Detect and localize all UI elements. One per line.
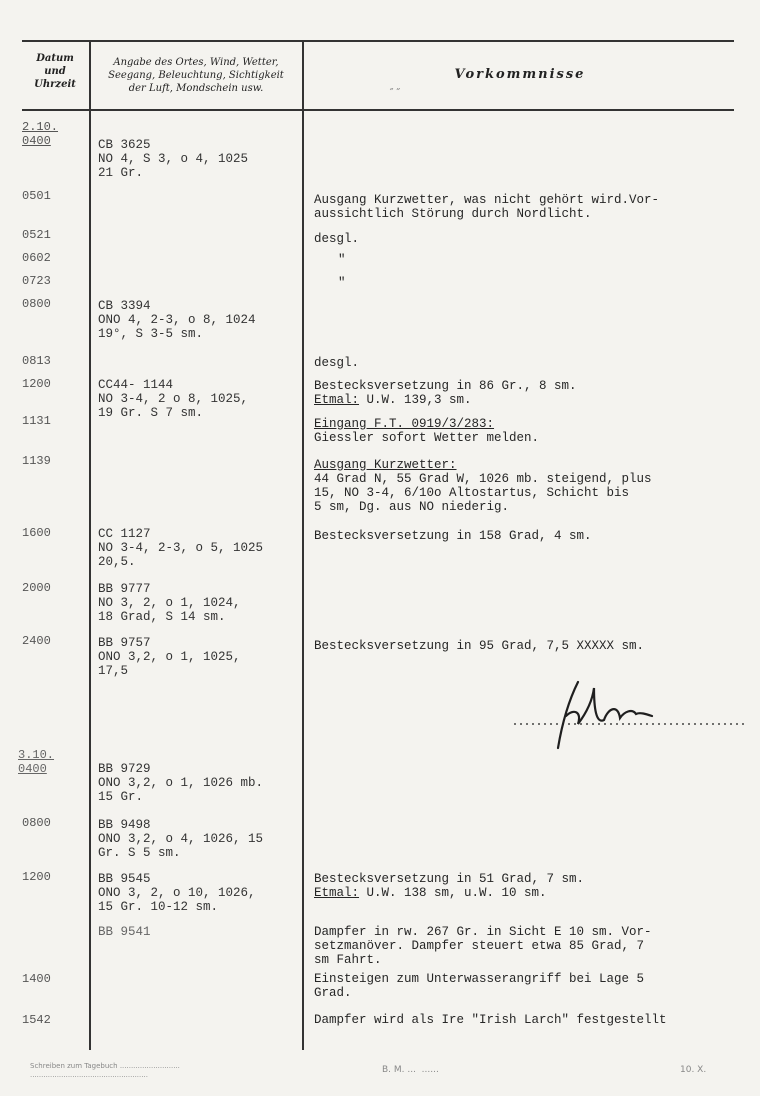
footer-right: 10. X.: [680, 1065, 707, 1075]
entry-location: CC 1127 NO 3-4, 2-3, o 5, 1025 20,5.: [98, 527, 264, 569]
entry-event: desgl.: [314, 356, 360, 370]
entry-time: 1542: [22, 1013, 51, 1027]
entry-event-label: Ausgang Kurzwetter:: [314, 458, 457, 472]
entry-event: Dampfer in rw. 267 Gr. in Sicht E 10 sm. Vor- setzmanöver. Dampfer steuert etwa 85 Grad, 7 sm Fahrt.: [314, 925, 652, 967]
entry-location: BB 9545 ONO 3, 2, o 10, 1026, 15 Gr. 10-12 sm.: [98, 872, 256, 914]
entry-time: 2400: [22, 634, 51, 648]
entry-event: Bestecksversetzung in 51 Grad, 7 sm.: [314, 872, 585, 886]
entry-time: 3.10. 0400: [18, 748, 55, 776]
entry-time: 1600: [22, 526, 51, 540]
header-mark: „ „: [389, 82, 401, 91]
entry-event: Giessler sofort Wetter melden.: [314, 431, 540, 445]
top-rule: [22, 40, 734, 42]
column-divider-2: [302, 40, 304, 1050]
entry-event: Bestecksversetzung in 95 Grad, 7,5 XXXXX sm.: [314, 639, 645, 653]
entry-event: Bestecksversetzung in 158 Grad, 4 sm.: [314, 529, 592, 543]
entry-event: ": [338, 253, 346, 267]
entry-time: 1131: [22, 414, 51, 428]
entry-location: BB 9498 ONO 3,2, o 4, 1026, 15 Gr. S 5 sm.: [98, 818, 264, 860]
entry-time: 0800: [22, 297, 51, 311]
header-date-time: Datum und Uhrzeit: [34, 53, 76, 90]
entry-event-label: Etmal:: [314, 886, 360, 900]
entry-time: 0602: [22, 251, 51, 265]
entry-time: 2.10. 0400: [22, 120, 59, 148]
footer-mid: B. M. ... ......: [382, 1065, 439, 1075]
entry-event: desgl.: [314, 232, 360, 246]
entry-event-detail: U.W. 139,3 sm.: [359, 393, 472, 407]
entry-time: 1200: [22, 870, 51, 884]
entry-location: CC44- 1144 NO 3-4, 2 o 8, 1025, 19 Gr. S 7 sm.: [98, 378, 249, 420]
entry-time: 1400: [22, 972, 51, 986]
entry-time: 0501: [22, 189, 51, 203]
entry-location: BB 9757 ONO 3,2, o 1, 1025, 17,5: [98, 636, 241, 678]
entry-location: BB 9729 ONO 3,2, o 1, 1026 mb. 15 Gr.: [98, 762, 264, 804]
entry-time: 0521: [22, 228, 51, 242]
entry-event: Ausgang Kurzwetter, was nicht gehört wird.Vor- aussichtlich Störung durch Nordlicht.: [314, 193, 660, 221]
entry-time: 0723: [22, 274, 51, 288]
entry-time: 0800: [22, 816, 51, 830]
column-divider-1: [89, 40, 91, 1050]
entry-location: CB 3625 NO 4, S 3, o 4, 1025 21 Gr.: [98, 138, 249, 180]
entry-time: 2000: [22, 581, 51, 595]
entry-event-label: Eingang F.T. 0919/3/283:: [314, 417, 495, 431]
entry-time: 1200: [22, 377, 51, 391]
entry-time: 0813: [22, 354, 51, 368]
header-events: Vorkommnisse: [454, 67, 586, 82]
entry-time: 1139: [22, 454, 51, 468]
entry-event: Bestecksversetzung in 86 Gr., 8 sm.: [314, 379, 577, 393]
header-rule: [22, 109, 734, 111]
footer-note: Schreiben zum Tagebuch ........................... .....................................................: [30, 1062, 180, 1079]
entry-location: BB 9541: [98, 925, 151, 939]
entry-event-label: Etmal:: [314, 393, 360, 407]
entry-event: ": [338, 276, 346, 290]
entry-event: Einsteigen zum Unterwasserangriff bei Lage 5 Grad.: [314, 972, 645, 1000]
entry-event: Dampfer wird als Ire "Irish Larch" festgestellt: [314, 1013, 667, 1027]
entry-event: 44 Grad N, 55 Grad W, 1026 mb. steigend, plus 15, NO 3-4, 6/10o Altostartus, Schicht bis 5 sm, Dg. aus NO niederig.: [314, 472, 652, 514]
signature: [508, 668, 758, 758]
entry-event-detail: U.W. 138 sm, u.W. 10 sm.: [359, 886, 547, 900]
header-location-weather: Angabe des Ortes, Wind, Wetter, Seegang, Beleuchtung, Sichtigkeit der Luft, Mondschein usw.: [108, 57, 284, 94]
entry-location: BB 9777 NO 3, 2, o 1, 1024, 18 Grad, S 14 sm.: [98, 582, 241, 624]
entry-location: CB 3394 ONO 4, 2-3, o 8, 1024 19°, S 3-5 sm.: [98, 299, 256, 341]
